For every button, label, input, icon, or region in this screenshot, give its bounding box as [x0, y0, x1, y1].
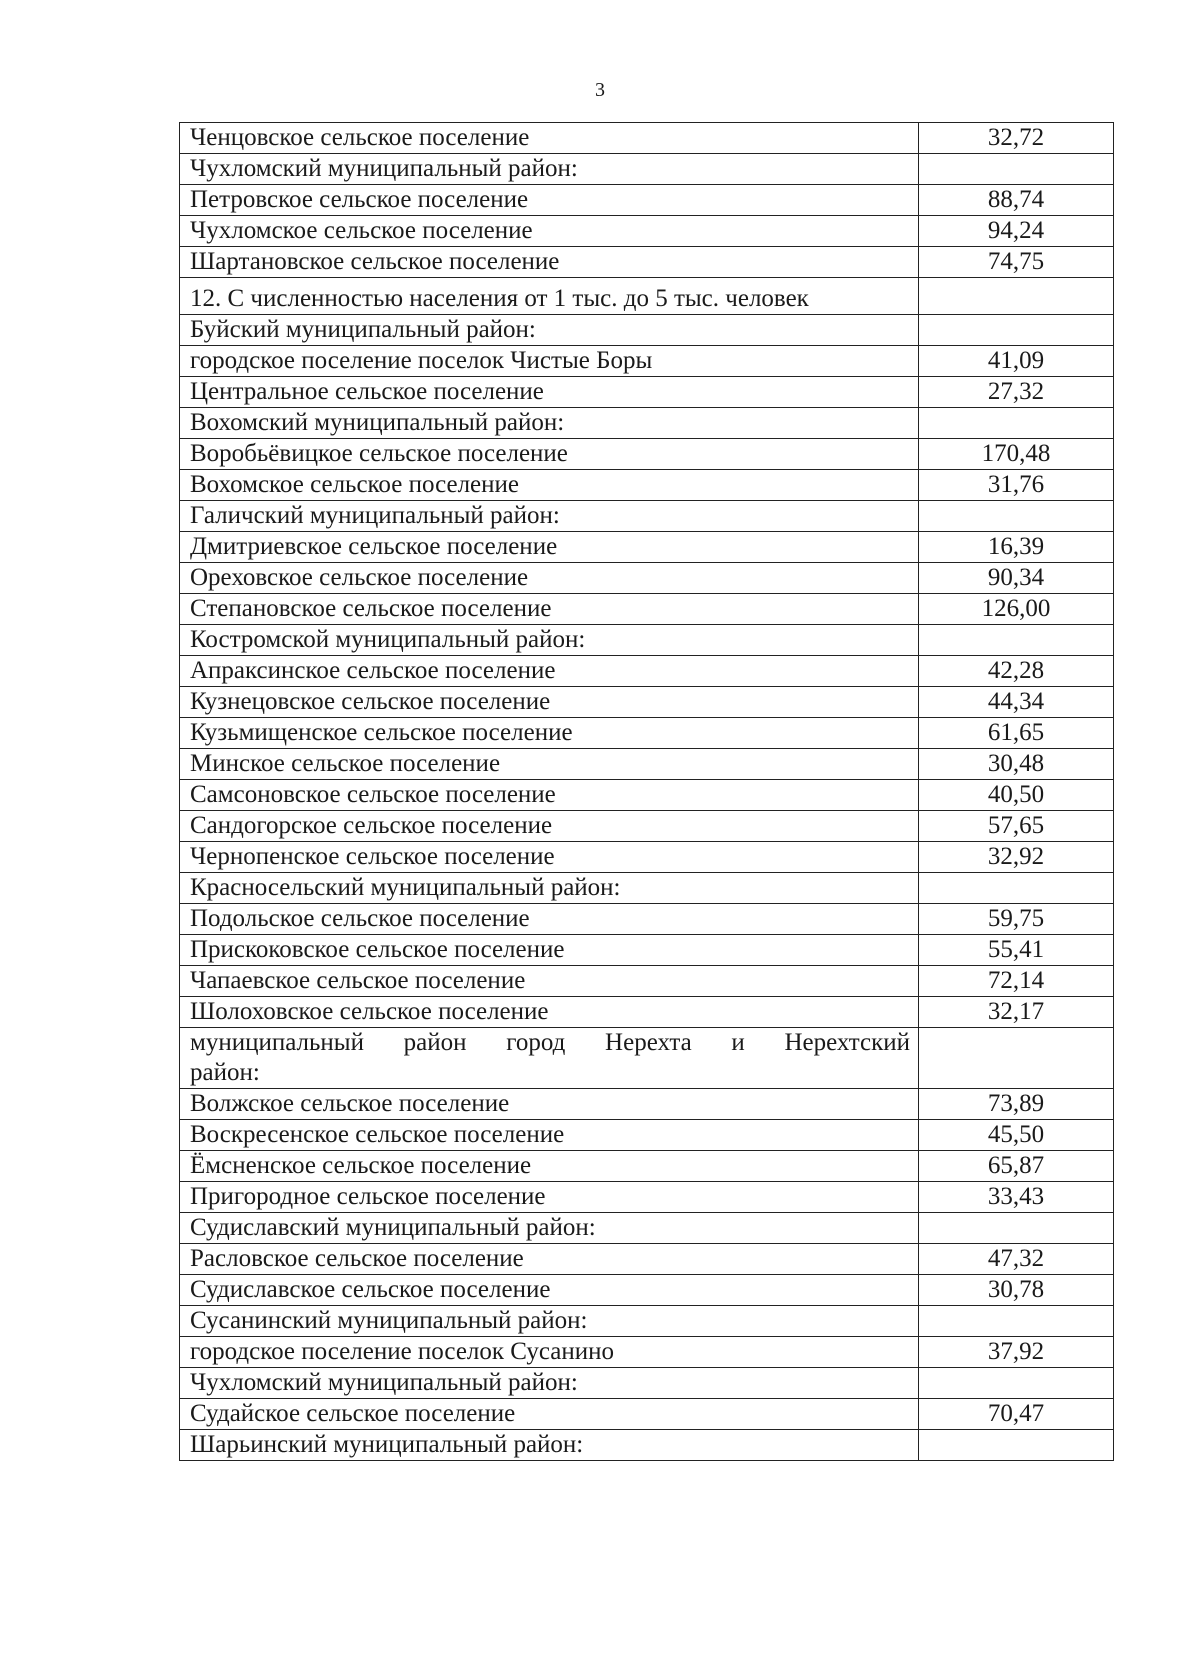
- table-row: [180, 780, 1114, 811]
- settlement-name-cell: Сусанинский муниципальный район:: [180, 1306, 919, 1337]
- settlement-value-cell: 32,92: [919, 842, 1114, 873]
- table-row: [180, 1028, 1114, 1089]
- table-row: [180, 278, 1114, 315]
- table-row: [180, 873, 1114, 904]
- settlement-value-cell: 126,00: [919, 594, 1114, 625]
- settlement-name-cell: Воскресенское сельское поселение: [180, 1120, 919, 1151]
- settlement-name-cell: Буйский муниципальный район:: [180, 315, 919, 346]
- table-row: [180, 966, 1114, 997]
- settlement-value-cell: 57,65: [919, 811, 1114, 842]
- settlement-value-cell: [919, 1028, 1114, 1089]
- settlement-name-cell: Шартановское сельское поселение: [180, 247, 919, 278]
- table-row: [180, 811, 1114, 842]
- settlement-name-cell: Дмитриевское сельское поселение: [180, 532, 919, 563]
- settlement-name-cell: 12. С численностью населения от 1 тыс. до 5 тыс. человек: [180, 278, 919, 315]
- table-row: [180, 935, 1114, 966]
- page-number: 3: [595, 79, 605, 101]
- settlement-name-cell: Чухломский муниципальный район:: [180, 1368, 919, 1399]
- settlement-value-cell: [919, 1430, 1114, 1461]
- settlement-value-cell: 70,47: [919, 1399, 1114, 1430]
- table-row: [180, 470, 1114, 501]
- settlement-value-cell: 41,09: [919, 346, 1114, 377]
- settlement-name-cell: Расловское сельское поселение: [180, 1244, 919, 1275]
- settlement-value-cell: 74,75: [919, 247, 1114, 278]
- settlement-value-cell: 88,74: [919, 185, 1114, 216]
- settlement-name-line2: район:: [190, 1059, 260, 1086]
- table-row: [180, 501, 1114, 532]
- settlement-value-cell: 72,14: [919, 966, 1114, 997]
- settlement-name-cell: Костромской муниципальный район:: [180, 625, 919, 656]
- settlement-value-cell: 73,89: [919, 1089, 1114, 1120]
- settlement-value-cell: [919, 278, 1114, 315]
- settlement-name-cell: Подольское сельское поселение: [180, 904, 919, 935]
- table-row: [180, 1399, 1114, 1430]
- settlement-value-cell: 30,78: [919, 1275, 1114, 1306]
- settlement-value-cell: 61,65: [919, 718, 1114, 749]
- table-row: [180, 1430, 1114, 1461]
- settlement-name-cell: Судиславское сельское поселение: [180, 1275, 919, 1306]
- settlement-value-cell: 94,24: [919, 216, 1114, 247]
- table-body: [180, 123, 1114, 1461]
- settlement-name-cell: Галичский муниципальный район:: [180, 501, 919, 532]
- table-row: [180, 408, 1114, 439]
- settlement-name-cell: Апраксинское сельское поселение: [180, 656, 919, 687]
- table-row: [180, 1368, 1114, 1399]
- settlement-name-cell: Степановское сельское поселение: [180, 594, 919, 625]
- settlement-name-cell: Прискоковское сельское поселение: [180, 935, 919, 966]
- settlement-name-cell: Чапаевское сельское поселение: [180, 966, 919, 997]
- table-row: [180, 625, 1114, 656]
- table-row: [180, 439, 1114, 470]
- settlement-name-cell: [180, 1028, 919, 1089]
- settlement-name-cell: Красносельский муниципальный район:: [180, 873, 919, 904]
- table-row: [180, 1182, 1114, 1213]
- table-row: [180, 656, 1114, 687]
- table-row: [180, 749, 1114, 780]
- table-row: [180, 563, 1114, 594]
- table-row: [180, 123, 1114, 154]
- settlement-name-cell: Центральное сельское поселение: [180, 377, 919, 408]
- table-row: [180, 997, 1114, 1028]
- settlement-name-cell: Ченцовское сельское поселение: [180, 123, 919, 154]
- table-row: [180, 594, 1114, 625]
- settlement-name-cell: Чернопенское сельское поселение: [180, 842, 919, 873]
- settlement-value-cell: [919, 501, 1114, 532]
- settlement-name-cell: Вохомское сельское поселение: [180, 470, 919, 501]
- settlement-name-cell: городское поселение поселок Чистые Боры: [180, 346, 919, 377]
- settlement-value-cell: 30,48: [919, 749, 1114, 780]
- settlement-value-cell: [919, 154, 1114, 185]
- settlement-value-cell: 32,17: [919, 997, 1114, 1028]
- settlement-value-cell: 16,39: [919, 532, 1114, 563]
- settlement-name-cell: Сандогорское сельское поселение: [180, 811, 919, 842]
- settlement-value-cell: 32,72: [919, 123, 1114, 154]
- settlement-value-cell: 47,32: [919, 1244, 1114, 1275]
- settlement-value-cell: 55,41: [919, 935, 1114, 966]
- settlement-value-cell: 27,32: [919, 377, 1114, 408]
- table-row: [180, 1337, 1114, 1368]
- settlement-name-cell: Минское сельское поселение: [180, 749, 919, 780]
- table-row: [180, 1120, 1114, 1151]
- settlement-value-cell: 33,43: [919, 1182, 1114, 1213]
- settlement-value-cell: 31,76: [919, 470, 1114, 501]
- settlement-value-cell: 59,75: [919, 904, 1114, 935]
- table-row: [180, 1306, 1114, 1337]
- settlement-value-cell: [919, 1306, 1114, 1337]
- settlement-value-cell: 37,92: [919, 1337, 1114, 1368]
- settlement-value-cell: 40,50: [919, 780, 1114, 811]
- settlement-value-cell: 90,34: [919, 563, 1114, 594]
- settlement-value-cell: 42,28: [919, 656, 1114, 687]
- settlement-name-cell: городское поселение поселок Сусанино: [180, 1337, 919, 1368]
- settlement-name-cell: Ореховское сельское поселение: [180, 563, 919, 594]
- table-row: [180, 718, 1114, 749]
- table-row: [180, 687, 1114, 718]
- settlement-name-cell: Самсоновское сельское поселение: [180, 780, 919, 811]
- settlement-name-cell: Петровское сельское поселение: [180, 185, 919, 216]
- settlement-name-cell: Пригородное сельское поселение: [180, 1182, 919, 1213]
- settlement-name-cell: Ёмсненское сельское поселение: [180, 1151, 919, 1182]
- table-row: [180, 216, 1114, 247]
- settlement-value-cell: 65,87: [919, 1151, 1114, 1182]
- table-row: [180, 1151, 1114, 1182]
- table-row: [180, 1244, 1114, 1275]
- settlement-name-cell: Кузнецовское сельское поселение: [180, 687, 919, 718]
- settlement-name-cell: Кузьмищенское сельское поселение: [180, 718, 919, 749]
- settlement-name-cell: Судиславский муниципальный район:: [180, 1213, 919, 1244]
- settlements-table: [179, 122, 1114, 1461]
- settlement-value-cell: [919, 625, 1114, 656]
- settlement-value-cell: [919, 1213, 1114, 1244]
- settlement-value-cell: 44,34: [919, 687, 1114, 718]
- table-row: [180, 1089, 1114, 1120]
- table-row: [180, 185, 1114, 216]
- settlement-name-line1: муниципальный район город Нерехта и Нерехтский: [190, 1029, 910, 1056]
- settlement-name-cell: Чухломский муниципальный район:: [180, 154, 919, 185]
- table-row: [180, 315, 1114, 346]
- table-row: [180, 346, 1114, 377]
- table-row: [180, 377, 1114, 408]
- settlement-name-cell: Вохомский муниципальный район:: [180, 408, 919, 439]
- table-row: [180, 904, 1114, 935]
- table-row: [180, 1213, 1114, 1244]
- settlement-name-cell: Шарьинский муниципальный район:: [180, 1430, 919, 1461]
- settlement-value-cell: 45,50: [919, 1120, 1114, 1151]
- table-row: [180, 247, 1114, 278]
- settlement-value-cell: [919, 1368, 1114, 1399]
- settlement-name-cell: Воробьёвицкое сельское поселение: [180, 439, 919, 470]
- settlement-value-cell: [919, 873, 1114, 904]
- settlement-value-cell: [919, 315, 1114, 346]
- table-row: [180, 1275, 1114, 1306]
- settlement-name-cell: Волжское сельское поселение: [180, 1089, 919, 1120]
- table-row: [180, 532, 1114, 563]
- settlement-name-cell: Судайское сельское поселение: [180, 1399, 919, 1430]
- settlement-name-cell: Чухломское сельское поселение: [180, 216, 919, 247]
- settlement-value-cell: 170,48: [919, 439, 1114, 470]
- table-row: [180, 842, 1114, 873]
- settlement-name-cell: Шолоховское сельское поселение: [180, 997, 919, 1028]
- table-row: [180, 154, 1114, 185]
- settlement-value-cell: [919, 408, 1114, 439]
